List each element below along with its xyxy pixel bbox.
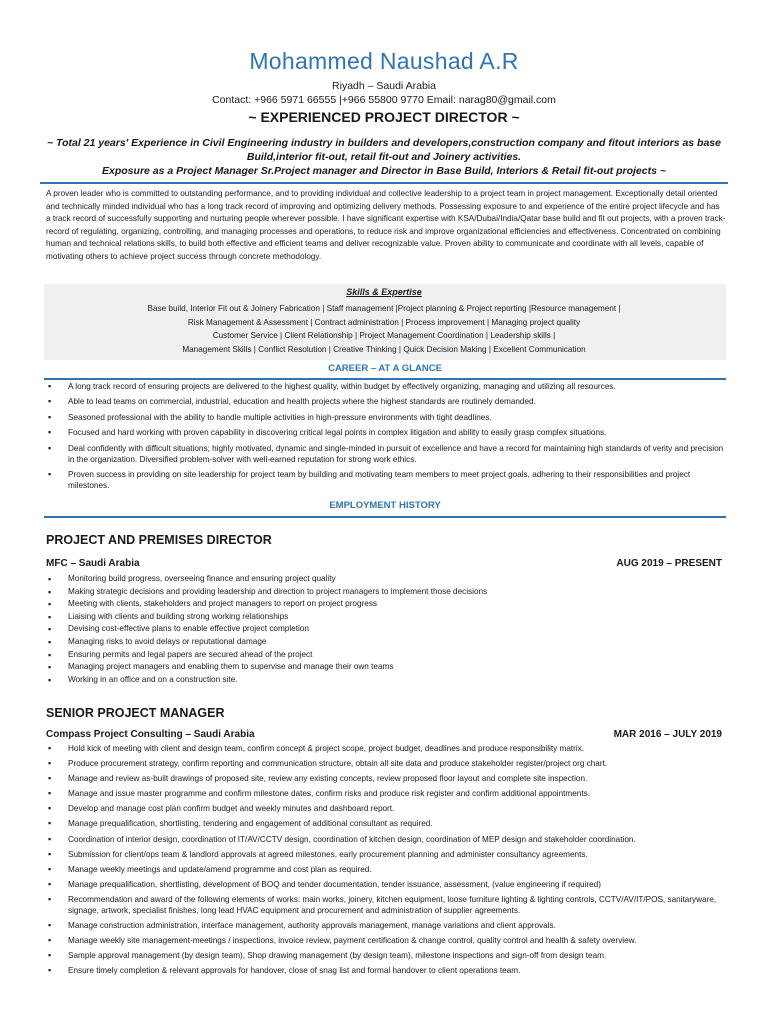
list-item: ▪ Liaising with clients and building strong working relationships	[46, 611, 724, 624]
skills-line: Risk Management & Assessment | Contract administration | Process improvement | Managing project quality	[187, 317, 581, 327]
employer: MFC – Saudi Arabia	[46, 558, 140, 569]
list-item: ▪ Coordination of interior design, coordination of IT/AV/CCTV design, coordination of kitchen design, coordination of MEP design and stakeholder coordination.	[46, 834, 724, 845]
employment-divider	[44, 516, 726, 518]
job-duties-list	[46, 573, 724, 686]
candidate-name: Mohammed Naushad A.R	[249, 48, 519, 74]
list-item: ▪ Produce procurement strategy, confirm reporting and communication structure, obtain all site data and produce stakeholder register/project org chart.	[46, 758, 724, 769]
list-item: ▪ Manage weekly meetings and update/amend programme and cost plan as required.	[46, 864, 724, 875]
list-item: ▪ A long track record of ensuring projects are delivered to the highest quality, within budget by effectively organizing, managing and utilizing all resources.	[46, 381, 724, 392]
list-item: ▪ Recommendation and award of the following elements of works: main works, joinery, kitchen equipment, loose furniture lighting & lighting controls, CCTV/AV/IT/POS, sanitaryware, signage, artwork, specialist finishes, long lead HVAC equipment and procurement and administration of supplier agreements.	[46, 894, 724, 916]
candidate-location: Riyadh – Saudi Arabia	[332, 80, 436, 92]
tagline-line-2: Exposure as a Project Manager Sr.Project manager and Director in Base Build, Interiors & Retail fit-out projects ~	[102, 165, 666, 177]
list-item: ▪ Hold kick of meeting with client and design team, confirm concept & project scope, project budget, deadlines and produce responsibility matrix.	[46, 743, 724, 754]
job-dates: AUG 2019 – PRESENT	[616, 558, 722, 569]
skills-line: Customer Service | Client Relationship | Project Management Coordination | Leadership skills |	[212, 331, 556, 340]
list-item: ▪ Manage and review as-built drawings of proposed site, review any existing concepts, review proposed floor layout and complete site inspection.	[46, 773, 724, 784]
job-title: PROJECT AND PREMISES DIRECTOR	[46, 533, 272, 547]
list-item: ▪ Submission for client/ops team & landlord approvals at agreed milestones, early procurement planning and administer consultancy agreements.	[46, 849, 724, 860]
list-item: ▪ Making strategic decisions and providing leadership and direction to project managers to implement those decisions	[46, 586, 724, 599]
list-item: ▪ Working in an office and on a construction site.	[46, 674, 724, 687]
list-item: ▪ Monitoring build progress, overseeing finance and ensuring project quality	[46, 573, 724, 586]
employer: Compass Project Consulting – Saudi Arabia	[46, 729, 255, 740]
list-item: ▪ Proven success in providing on site leadership for project team by building and motivating team members to meet project goals, adhering to their responsibilities and project milestones.	[46, 469, 724, 491]
career-list	[46, 381, 724, 495]
career-section-heading	[44, 363, 726, 377]
skills-line: Management Skills | Conflict Resolution | Creative Thinking | Quick Decision Making | Excellent Communication	[182, 344, 586, 354]
list-item: ▪ Managing project managers and enabling them to supervise and manage their own teams	[46, 661, 724, 674]
list-item: ▪ Managing risks to avoid delays or reputational damage	[46, 636, 724, 649]
list-item: ▪ Manage prequalification, shortlisting, tendering and engagement of additional consultant as required.	[46, 818, 724, 829]
list-item: ▪ Manage and issue master programme and confirm milestone dates, confirm risks and produce risk register and confirm additional appointments.	[46, 788, 724, 799]
employment-title: EMPLOYMENT HISTORY	[329, 500, 441, 511]
list-item: ▪ Seasoned professional with the ability to handle multiple activities in high-pressure environments with tight deadlines.	[46, 412, 724, 423]
list-item: ▪ Sample approval management (by design team), Shop drawing management (by design team), milestone inspections and sign-off from design team.	[46, 950, 724, 961]
header-divider	[40, 182, 728, 184]
professional-summary: A proven leader who is committed to outstanding performance, and to providing individual and collective leadership to a project team in project management. Exceptionally detail oriented and technically minded individual who has a long track record of improving and optimizing delivery methods. Possessing exposure to and experience of the entire project lifecycle and has a track record of successfully supporting and nurturing people wherever possible. I have significant expertise with KSA/Dubai/India/Qatar base build and fit out projects, with a proven track-record of regulating, organizing, controlling, and managing processes and operations, to reduce risk and improve organizational efficiencies and effectiveness. Concentrated on combining human and technical relations skills, to build both effective and efficient teams and deliver recognizable value. Proven ability to communicate and coordinate with all levels, capable of motivating others to achieve project success through concrete methodology.	[46, 189, 726, 261]
job-duties-list	[46, 743, 724, 980]
job-dates: MAR 2016 – JULY 2019	[613, 729, 722, 740]
list-item: ▪ Manage prequalification, shortlisting, development of BOQ and tender documentation, tender issuance, assessment, (value engineering if required)	[46, 879, 724, 890]
skills-list	[0, 302, 768, 356]
tagline	[40, 136, 728, 178]
career-title: CAREER – AT A GLANCE	[328, 363, 442, 374]
headline: ~ EXPERIENCED PROJECT DIRECTOR ~	[248, 109, 520, 125]
list-item: ▪ Meeting with clients, stakeholders and project managers to report on project progress	[46, 598, 724, 611]
list-item: ▪ Manage weekly site management-meetings / inspections, invoice review, payment certification & change control, quality control and health & safety overview.	[46, 935, 724, 946]
list-item: ▪ Deal confidently with difficult situations; highly motivated, dynamic and single-minded in pursuit of excellence and have a record for maintaining high standards of verity and precision in the organization. Diversified problem-solver with well-earned reputation for strong work ethics.	[46, 443, 724, 465]
career-divider	[44, 378, 726, 380]
contact-line: Contact: +966 5971 66555 |+966 55800 9770 Email: narag80@gmail.com	[212, 94, 556, 106]
list-item: ▪ Manage construction administration, interface management, authority approvals management, manage variations and client approvals.	[46, 920, 724, 931]
job-title: SENIOR PROJECT MANAGER	[46, 706, 225, 720]
employment-section-heading	[44, 500, 726, 514]
list-item: ▪ Devising cost-effective plans to enable effective project completion	[46, 623, 724, 636]
list-item: ▪ Develop and manage cost plan confirm budget and weekly minutes and dashboard report.	[46, 803, 724, 814]
list-item: ▪ Focused and hard working with proven capability in discovering critical legal points in complex litigation and ability to easily grasp complex situations.	[46, 427, 724, 438]
skills-line: Base build, Interior Fit out & Joinery Fabrication | Staff management |Project planning & Project reporting |Resource management |	[147, 304, 621, 313]
list-item: ▪ Able to lead teams on commercial, industrial, education and health projects where the highest standards are routinely demanded.	[46, 396, 724, 407]
skills-title: Skills & Expertise	[346, 287, 422, 297]
list-item: ▪ Ensure timely completion & relevant approvals for handover, close of snag list and formal handover to client operations team.	[46, 965, 724, 976]
tagline-line-1: ~ Total 21 years' Experience in Civil Engineering industry in builders and developers,construction company and fitout interiors as base Build,interior fit-out, retail fit-out and Joinery activities.	[47, 137, 721, 163]
list-item: ▪ Ensuring permits and legal papers are secured ahead of the project	[46, 649, 724, 662]
